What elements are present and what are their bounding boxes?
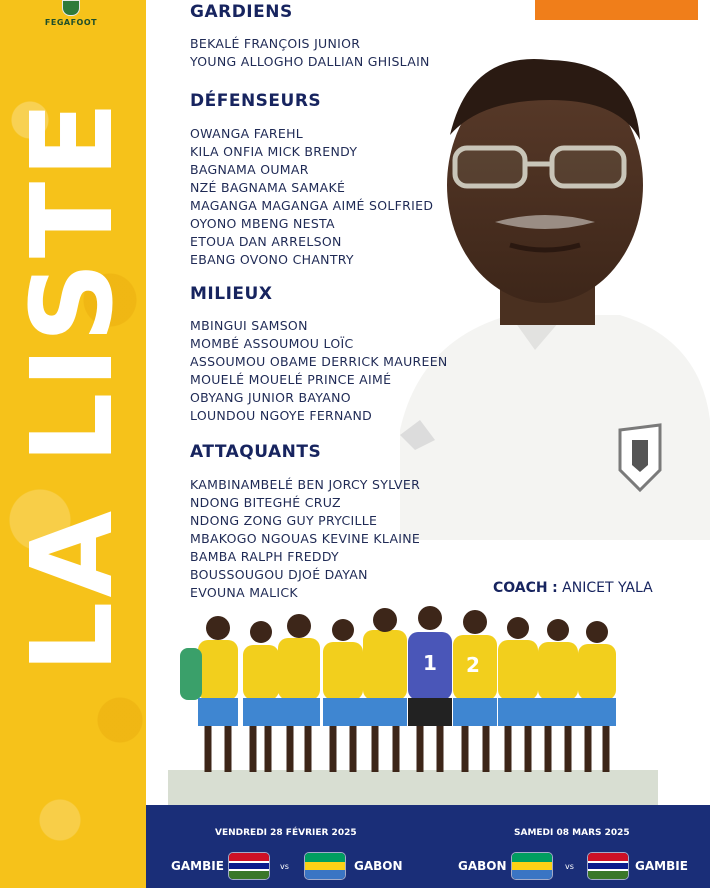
- team-huddle-photo: [168, 600, 658, 805]
- federation-shield-icon: [62, 0, 80, 16]
- player-milieu-1: MBINGUI SAMSON: [190, 318, 308, 333]
- vertical-title: LA LISTE: [8, 97, 138, 673]
- coach-photo: [360, 40, 710, 540]
- player-defenseur-6: OYONO MBENG NESTA: [190, 216, 335, 231]
- fixture-2-vs: vs: [565, 862, 574, 871]
- player-attaquant-4: MBAKOGO NGOUAS KEVINE KLAINE: [190, 531, 421, 546]
- fixture-2-home: GABON: [458, 859, 507, 873]
- orange-corner-block: [535, 0, 698, 20]
- fixture-1-home: GAMBIE: [171, 859, 224, 873]
- player-attaquant-6: BOUSSOUGOU DJOÉ DAYAN: [190, 567, 368, 582]
- fixture-1-away: GABON: [354, 859, 403, 873]
- player-defenseur-8: EBANG OVONO CHANTRY: [190, 252, 354, 267]
- player-defenseur-1: OWANGA FAREHL: [190, 126, 304, 141]
- player-milieu-2: MOMBÉ ASSOUMOU LOÏC: [190, 336, 354, 351]
- fixture-2-away: GAMBIE: [635, 859, 688, 873]
- player-attaquant-1: KAMBINAMBELÉ BEN JORCY SYLVER: [190, 477, 421, 492]
- fixture-1-date: VENDREDI 28 FÉVRIER 2025: [215, 828, 357, 838]
- player-attaquant-2: NDONG BITEGHÉ CRUZ: [190, 495, 341, 510]
- player-attaquant-5: BAMBA RALPH FREDDY: [190, 549, 339, 564]
- svg-text:2: 2: [466, 653, 480, 677]
- player-milieu-6: LOUNDOU NGOYE FERNAND: [190, 408, 373, 423]
- player-milieu-3: ASSOUMOU OBAME DERRICK MAUREEN: [190, 354, 448, 369]
- player-attaquant-7: EVOUNA MALICK: [190, 585, 298, 600]
- coach-label: COACH: [493, 580, 548, 596]
- gambia-flag-icon: [228, 852, 270, 880]
- coach-name: ANICET YALA: [562, 580, 653, 596]
- player-defenseur-2: KILA ONFIA MICK BRENDY: [190, 144, 358, 159]
- gabon-flag-icon: [304, 852, 346, 880]
- coach-credit: [493, 580, 653, 596]
- player-gardien-2: YOUNG ALLOGHO DALLIAN GHISLAIN: [190, 54, 430, 69]
- svg-text:1: 1: [423, 651, 437, 675]
- fixture-1-vs: vs: [280, 862, 289, 871]
- player-defenseur-4: NZÉ BAGNAMA SAMAKÉ: [190, 180, 346, 195]
- section-title-defenseurs: DÉFENSEURS: [190, 91, 322, 111]
- player-milieu-4: MOUELÉ MOUELÉ PRINCE AIMÉ: [190, 372, 392, 387]
- section-title-attaquants: ATTAQUANTS: [190, 442, 322, 462]
- player-attaquant-3: NDONG ZONG GUY PRYCILLE: [190, 513, 378, 528]
- section-title-milieux: MILIEUX: [190, 284, 273, 304]
- gambia-flag-icon: [587, 852, 629, 880]
- section-title-gardiens: GARDIENS: [190, 2, 293, 22]
- federation-logo-text: FEGAFOOT: [44, 18, 98, 27]
- fixture-2-date: SAMEDI 08 MARS 2025: [514, 828, 630, 838]
- player-defenseur-7: ETOUA DAN ARRELSON: [190, 234, 342, 249]
- player-gardien-1: BEKALÉ FRANÇOIS JUNIOR: [190, 36, 361, 51]
- player-defenseur-5: MAGANGA MAGANGA AIMÉ SOLFRIED: [190, 198, 434, 213]
- gabon-flag-icon: [511, 852, 553, 880]
- player-defenseur-3: BAGNAMA OUMAR: [190, 162, 309, 177]
- coach-separator: :: [552, 580, 558, 596]
- player-milieu-5: OBYANG JUNIOR BAYANO: [190, 390, 351, 405]
- federation-logo: [36, 0, 106, 34]
